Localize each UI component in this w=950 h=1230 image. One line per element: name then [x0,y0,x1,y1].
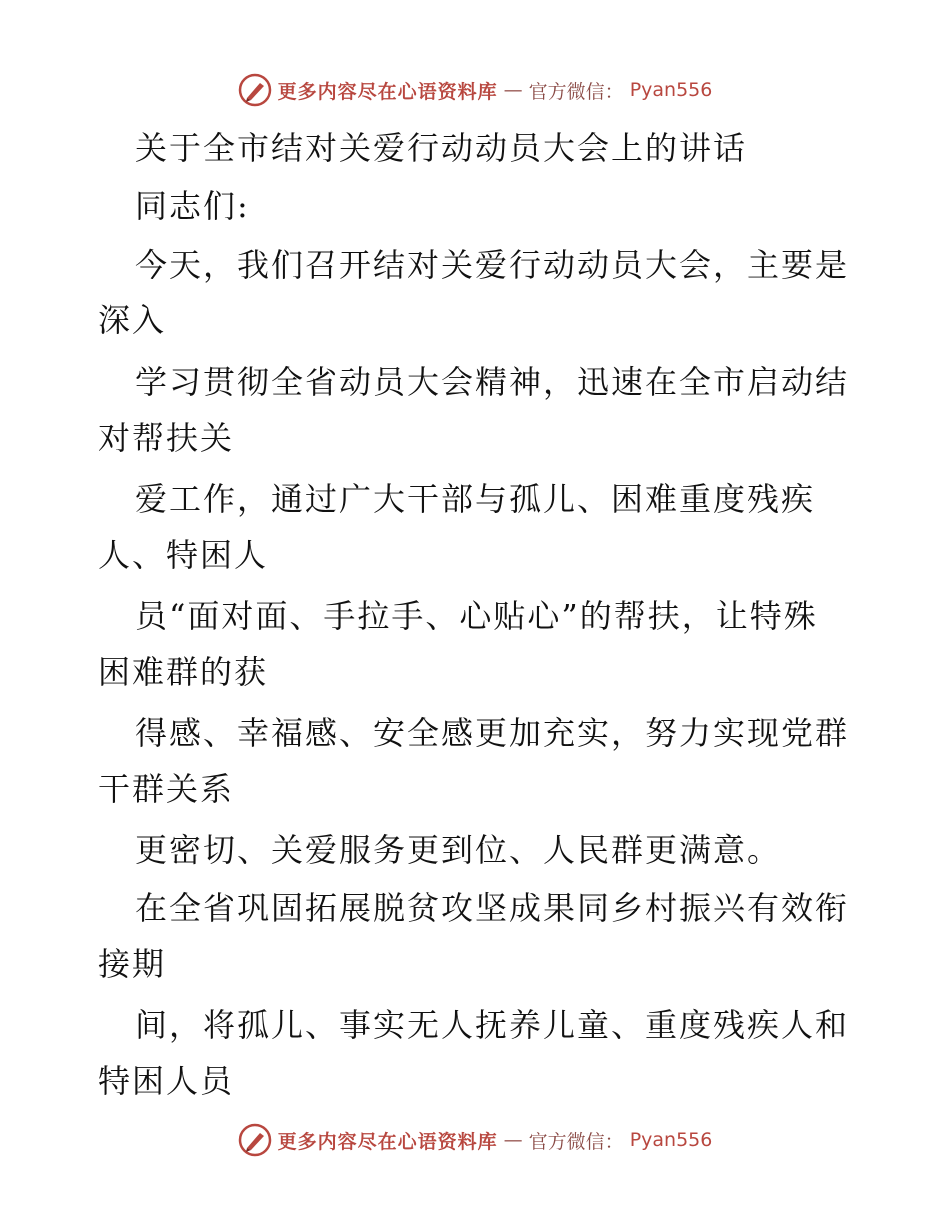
text-line: 间，将孤儿、事实无人抚养儿童、重度残疾人和 [135,1006,850,1044]
banner-dash: — [503,79,523,101]
footer-banner [0,1120,950,1160]
banner-wechat-label: 官方微信： [528,1130,624,1153]
text-line: 学习贯彻全省动员大会精神，迅速在全市启动结 [135,363,850,401]
text-line: 干群关系 [98,770,235,808]
text-line: 爱工作，通过广大干部与孤儿、困难重度残疾 [135,480,816,518]
banner-dash: — [503,1129,523,1151]
text-line: 困难群的获 [98,653,269,691]
header-banner [0,70,950,110]
text-line: 得感、幸福感、安全感更加充实，努力实现党群 [135,714,850,752]
text-line: 在全省巩固拓展脱贫攻坚成果同乡村振兴有效衔 [135,889,850,927]
salutation: 同志们: [135,187,250,225]
text-line: 员“面对面、手拉手、心贴心”的帮扶，让特殊 [135,597,818,635]
banner-site-text: 更多内容尽在心语资料库 [277,1130,498,1153]
text-line: 深入 [98,301,167,339]
document-title: 关于全市结对关爱行动动员大会上的讲话 [135,129,748,167]
text-line: 更密切、关爱服务更到位、人民群更满意。 [135,831,782,869]
banner-wechat-id: Pyan556 [629,79,713,101]
text-line: 今天，我们召开结对关爱行动动员大会，主要是 [135,246,850,284]
banner-site-text: 更多内容尽在心语资料库 [277,80,498,103]
text-line: 接期 [98,945,167,983]
banner-wechat-label: 官方微信： [528,80,624,103]
text-line: 特困人员 [98,1062,235,1100]
text-line: 人、特困人 [98,536,269,574]
pen-logo-icon [238,73,272,107]
pen-logo-icon [238,1123,272,1157]
text-line: 对帮扶关 [98,419,235,457]
banner-wechat-id: Pyan556 [629,1129,713,1151]
